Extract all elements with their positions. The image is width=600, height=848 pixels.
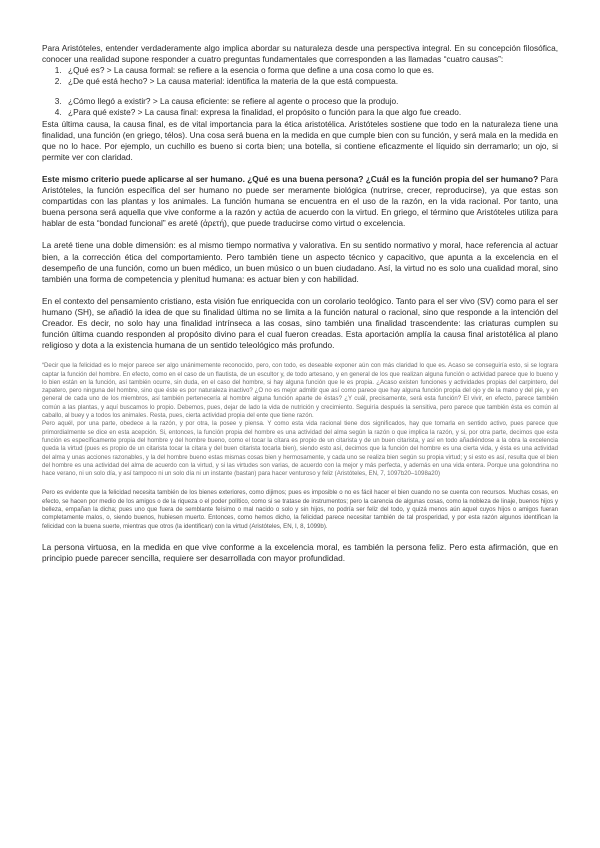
quote-function-of-man: “Decir que la felicidad es lo mejor parece ser algo unánimemente reconocido, pero, con todo, es deseable exponer aún con más claridad lo que es. Acaso se conseguiría esto, si se lograra captar la función del hombre. En efecto, como en el caso de un flautista, de un escultor y, de todo artesano, y en general de los que realizan alguna función o actividad parece que lo bueno y lo bien están en la función, así también ocurre, sin duda, en el caso del hombre, si hay alguna función que le es propia. ¿Acaso existen funciones y actividades propias del carpintero, del zapatero, pero ninguna del hombre, sino que éste es por naturaleza inactivo? ¿O no es mejor admitir que así como parece que hay alguna función propia del ojo y de la mano y del pie, y en general de cada uno de los miembros, así también pertenecería al hombre alguna función aparte de éstas? ¿Y cuál, precisamente, será esta función? El vivir, en efecto, parece también común a las plantas, y aquí buscamos lo propio. Debemos, pues, dejar de lado la vida de nutrición y crecimiento. Seguiría después la sensitiva, pero parece que también ésta es común al caballo, al buey y a todos los animales. Resta, pues, cierta actividad propia del ente que tiene razón. — [42, 362, 558, 420]
quote-rational-life: Pero aquél, por una parte, obedece a la razón, y por otra, la posee y piensa. Y como esta vida racional tiene dos significados, hay que tomarla en sentido activo, pues parece que primordialmente se dice en esta acepción. Si, entonces, la función propia del hombre es una actividad del alma según la razón o que implica la razón, y si, por otra parte, decimos que esta función es específicamente propia del hombre y del hombre bueno, como el tocar la cítara es propio de un citarista y de un buen citarista, y así en todo añadiéndose a la obra la excelencia queda la virtud (pues es propio de un citarista tocar la cítara y del buen citarista tocarla bien), siendo esto así, decimos que la función del hombre es una cierta vida, y ésta es una actividad del alma y unas acciones razonables, y la del hombre bueno estas mismas cosas bien y hermosamente, y cada uno se realiza bien según su propia virtud; y si esto es así, resulta que el bien del hombre es una actividad del alma de acuerdo con la virtud, y si las virtudes son varias, de acuerdo con la mejor y más perfecta, y además en una vida entera. Porque una golondrina no hace verano, ni un solo día, y así tampoco ni un solo día ni un instante (bastan) para hacer venturoso y feliz (Aristóteles, EN, 7, 1097b20–1098a20) — [42, 420, 558, 478]
cause-efficient: 3. ¿Cómo llegó a existir? > La causa eficiente: se refiere al agente o proceso que la produjo. — [64, 96, 558, 107]
closing-paragraph: La persona virtuosa, en la medida en que vive conforme a la excelencia moral, es también la persona feliz. Pero esta afirmación, que en principio puede parecer sencilla, requiere ser desarrollada con mayor profundidad. — [42, 541, 558, 563]
final-cause-paragraph: Esta última causa, la causa final, es de vital importancia para la ética aristotélica. Aristóteles sostiene que todo en la naturaleza tiene una finalidad, una función (en griego, télos). Una cosa será buena en la medida en que cumple bien con su función, y será mala en la medida en que no lo hace. Por ejemplo, un cuchillo es bueno si corta bien; una botella, si contiene eficazmente el líquido sin derramarlo; un ojo, si permite ver con claridad. — [42, 118, 558, 162]
cause-final: 4. ¿Para qué existe? > La causa final: expresa la finalidad, el propósito o función para la que algo fue creado. — [64, 107, 558, 118]
intro-paragraph: Para Aristóteles, entender verdaderamente algo implica abordar su naturaleza desde una perspectiva integral. En su concepción filosófica, conocer una realidad supone responder a cuatro preguntas fundamentales que corresponden a las llamadas “cuatro causas”: — [42, 43, 558, 65]
arete-paragraph: La areté tiene una doble dimensión: es al mismo tiempo normativa y valorativa. En su sentido normativo y moral, hace referencia al actuar bien, a la corrección ética del comportamiento. Pero también tiene un aspecto técnico y capacitivo, que apunta a la excelencia en el desempeño de una función, como un buen médico, un buen músico o un buen ciudadano. Así, la virtud no es solo una cualidad moral, sino también una forma de competencia y plenitud humana: es actuar bien y con habilidad. — [42, 240, 558, 284]
quote-external-goods: Pero es evidente que la felicidad necesita también de los bienes exteriores, como dijimos; pues es imposible o no es fácil hacer el bien cuando no se cuenta con recursos. Muchas cosas, en efecto, se hacen por medio de los amigos o de la riqueza o el poder político, como si se tratase de instrumentos; pero la carencia de algunas cosas, como la nobleza de linaje, buenos hijos y belleza, empañan la dicha; pues uno que fuera de semblante feísimo o mal nacido o solo y sin hijos, no podría ser feliz del todo, y quizá menos aún aquel cuyos hijos o amigos fueran completamente malos, o, siendo buenos, hubiesen muerto. Entonces, como hemos dicho, la felicidad parece necesitar también de tal prosperidad, y por esta razón algunos identifican la felicidad con la buena suerte, mientras que otros (la identifican) con la virtud (Aristóteles, EN, I, 8, 1099b). — [42, 489, 558, 530]
cause-formal: 1. ¿Qué es? > La causa formal: se refiere a la esencia o forma que define a una cosa como lo que es. — [64, 65, 558, 76]
christian-paragraph: En el contexto del pensamiento cristiano, esta visión fue enriquecida con un corolario teológico. Tanto para el ser vivo (SV) como para el ser humano (SH), se añadió la idea de que su finalidad última no se limita a la función natural o racional, sino que responde a la intención del Creador. Es decir, no solo hay una finalidad intrínseca a las cosas, sino también una finalidad trascendente: las criaturas cumplen su función última cuando responden al propósito divino para el cual fueron creadas. Esta aportación amplía la causa final aristotélica al plano religioso y dota a la existencia humana de un sentido teleológico más profundo. — [42, 295, 558, 351]
human-function-text: Para Aristóteles, la función específica del ser humano no puede ser meramente biológica (nutrirse, crecer, reproducirse), ya que estas son compartidas con las plantas y los animales. La función humana se encuentra en el uso de la razón, en la vida racional. Por tanto, una buena persona será aquella que vive conforme a la razón y actúa de acuerdo con la virtud. En griego, el término que Aristóteles utiliza para hablar de esta “bondad funcional” es areté (ἀρετή), que puede traducirse como virtud o excelencia. — [42, 173, 558, 229]
human-function-paragraph — [42, 174, 558, 229]
cause-material: 2. ¿De qué está hecho? > La causa material: identifica la materia de la que está compuesta. — [64, 76, 558, 87]
four-causes-list — [42, 65, 558, 118]
human-function-question: Este mismo criterio puede aplicarse al ser humano. ¿Qué es una buena persona? ¿Cuál es la función propia del ser humano? — [42, 173, 539, 184]
